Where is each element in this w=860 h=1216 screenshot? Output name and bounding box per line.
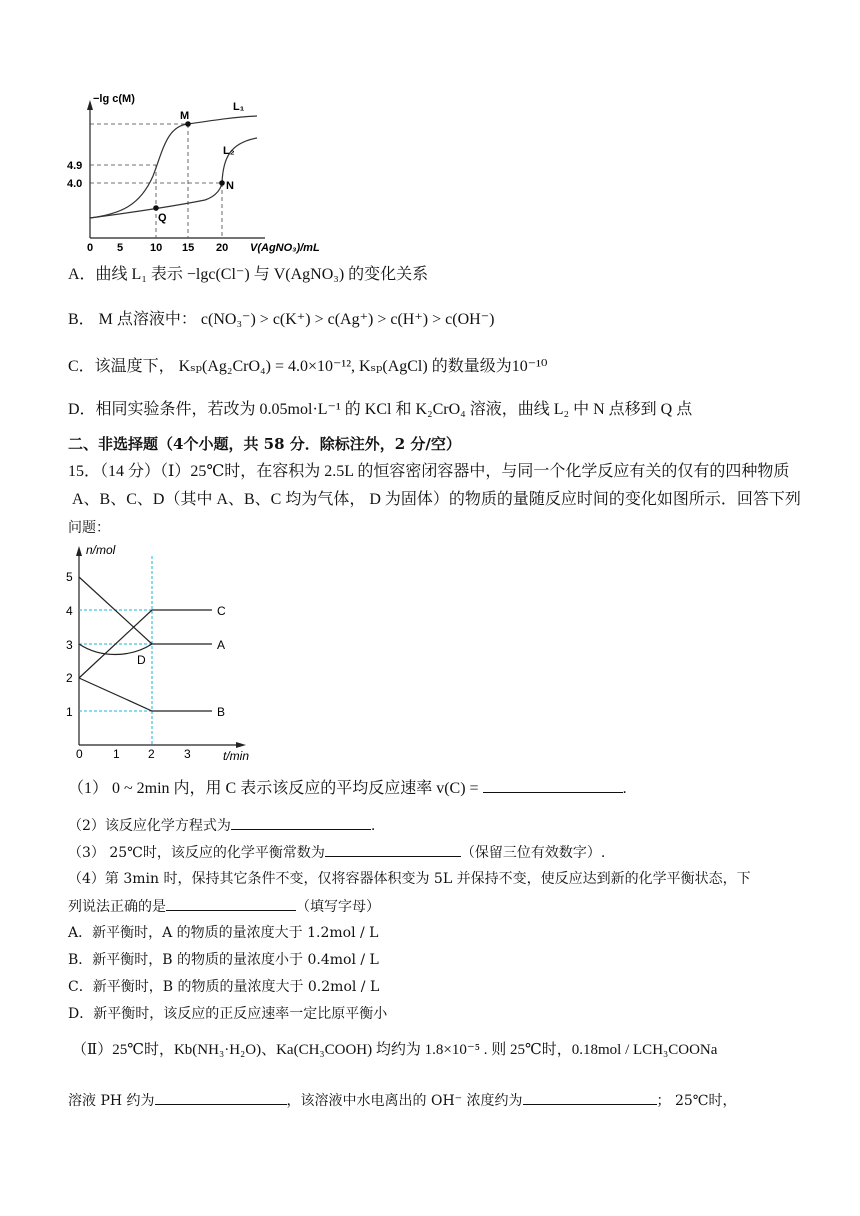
chart2-ytick: 5 <box>66 570 73 584</box>
q15-sub3-text: （3） 25℃时，该反应的化学平衡常数为 <box>68 845 325 861</box>
q15-opt-b: B．新平衡时，B 的物质的量浓度小于 0.4mol / L <box>68 952 379 968</box>
q15-sub4b <box>68 896 380 917</box>
chart1-xtick: 20 <box>216 242 229 254</box>
series-b <box>79 678 212 711</box>
q15-opt-d: D．新平衡时，该反应的正反应速率一定比原平衡小 <box>68 1006 388 1022</box>
chart1-ytick-4.9: 4.9 <box>67 160 83 172</box>
chart2-ytick: 1 <box>66 705 73 719</box>
option-b: B． M 点溶液中： c(NO₃⁻) > c(K⁺) > c(Ag⁺) > c(H⁺) > c(OH⁻) <box>68 311 495 328</box>
q15-ph-blank[interactable] <box>155 1090 287 1105</box>
q15-sub4a: （4）第 3min 时，保持其它条件不变，仅将容器体积变为 5L 并保持不变，使反应达到新的化学平衡状态，下 <box>68 871 751 887</box>
q15-sub1 <box>68 778 627 799</box>
chart2-ytick: 4 <box>66 604 73 618</box>
option-a: A．曲线 L₁ 表示 −lgc(Cl⁻) 与 V(AgNO₃) 的变化关系 <box>68 266 429 283</box>
label-a: A <box>217 638 226 652</box>
chart1-xtick: 0 <box>87 242 94 254</box>
q15-line3: 问题： <box>68 520 110 536</box>
chart2-xtick: 0 <box>76 747 83 761</box>
chart1-ylabel: −lg c(M) <box>93 93 135 105</box>
chart2-x-arrow <box>236 742 246 748</box>
curve-l1 <box>90 116 257 218</box>
chart1-xtick: 15 <box>182 242 195 254</box>
q15-sub1-text: （1） 0 ~ 2min 内，用 C 表示该反应的平均反应速率 v(C) = <box>68 780 479 797</box>
q15-sub2-blank[interactable] <box>231 815 371 830</box>
q15-part2-text1: 溶液 PH 约为 <box>68 1093 155 1109</box>
q15-sub1-blank[interactable] <box>483 778 623 793</box>
q15-sub2-text: （2）该反应化学方程式为 <box>68 818 231 834</box>
chart2-ytick: 2 <box>66 671 73 685</box>
q15-oh-blank[interactable] <box>523 1090 657 1105</box>
q15-part2-text2: ，该溶液中水电离出的 OH⁻ 浓度约为 <box>286 1093 523 1109</box>
point-n-label: N <box>226 180 234 192</box>
curve-l2-label: L₂ <box>223 145 235 157</box>
q15-sub3-blank[interactable] <box>325 842 461 857</box>
q15-part2-text3: ； 25℃时， <box>656 1093 737 1109</box>
point-q-label: Q <box>158 212 167 224</box>
chart2-xtick: 3 <box>184 747 191 761</box>
chart2-ytick: 3 <box>66 638 73 652</box>
point-q <box>153 205 159 211</box>
mole-time-chart <box>60 540 270 765</box>
q15-sub4b-end: （填写字母） <box>296 899 380 915</box>
chart2-ylabel: n/mol <box>86 543 116 557</box>
q15-opt-c: C．新平衡时，B 的物质的量浓度大于 0.2mol / L <box>68 979 380 995</box>
chart2-xtick: 1 <box>113 747 120 761</box>
q15-sub4-blank[interactable] <box>166 896 296 911</box>
q15-sub2-end: . <box>370 818 376 834</box>
q15-part2-line1: （Ⅱ）25℃时，Kb(NH₃·H₂O)、Ka(CH₃COOH) 均约为 1.8×10⁻⁵ . 则 25℃时，0.18mol / LCH₃COONa <box>72 1042 718 1058</box>
section-title: 二、非选择题（4个小题，共 58 分．除标注外，2 分/空） <box>68 435 461 453</box>
q15-sub2 <box>68 815 375 836</box>
q15-sub3 <box>68 842 605 863</box>
chart1-xlabel: V(AgNO₃)/mL <box>250 242 320 254</box>
label-b: B <box>217 705 226 719</box>
chart1-ytick-4.0: 4.0 <box>67 178 83 190</box>
option-d: D．相同实验条件，若改为 0.05mol·L⁻¹ 的 KCl 和 K₂CrO₄ 溶液，曲线 L₂ 中 N 点移到 Q 点 <box>68 401 693 418</box>
q15-sub1-end: . <box>622 780 627 797</box>
curve-l1-label: L₁ <box>233 101 245 113</box>
q15-line2: A、B、C、D（其中 A、B、C 均为气体， D 为固体）的物质的量随反应时间的变化如图所示．回答下列 <box>72 491 801 508</box>
q15-sub3-end: （保留三位有效数字）. <box>460 845 606 861</box>
point-m <box>185 121 191 127</box>
chart1-xtick: 5 <box>117 242 124 254</box>
chart2-xtick: 2 <box>148 747 155 761</box>
label-d: D <box>137 653 146 667</box>
q15-sub4b-text: 列说法正确的是 <box>68 899 166 915</box>
q15-line1: 15．（14 分）（Ⅰ）25℃时，在容积为 2.5L 的恒容密闭容器中，与同一个化学反应有关的仅有的四种物质 <box>68 463 790 480</box>
point-m-label: M <box>180 110 190 122</box>
chart2-y-arrow <box>76 546 82 556</box>
chart1-xtick: 10 <box>150 242 163 254</box>
point-n <box>219 180 225 186</box>
q15-opt-a: A．新平衡时，A 的物质的量浓度大于 1.2mol / L <box>68 925 379 941</box>
label-c: C <box>217 604 226 618</box>
q15-part2-line2 <box>68 1090 736 1111</box>
option-c: C．该温度下， Kₛₚ(Ag₂CrO₄) = 4.0×10⁻¹², Kₛₚ(AgCl) 的数量级为10⁻¹⁰ <box>68 358 548 375</box>
titration-curve-chart <box>55 88 320 254</box>
chart2-xlabel: t/min <box>223 749 250 763</box>
